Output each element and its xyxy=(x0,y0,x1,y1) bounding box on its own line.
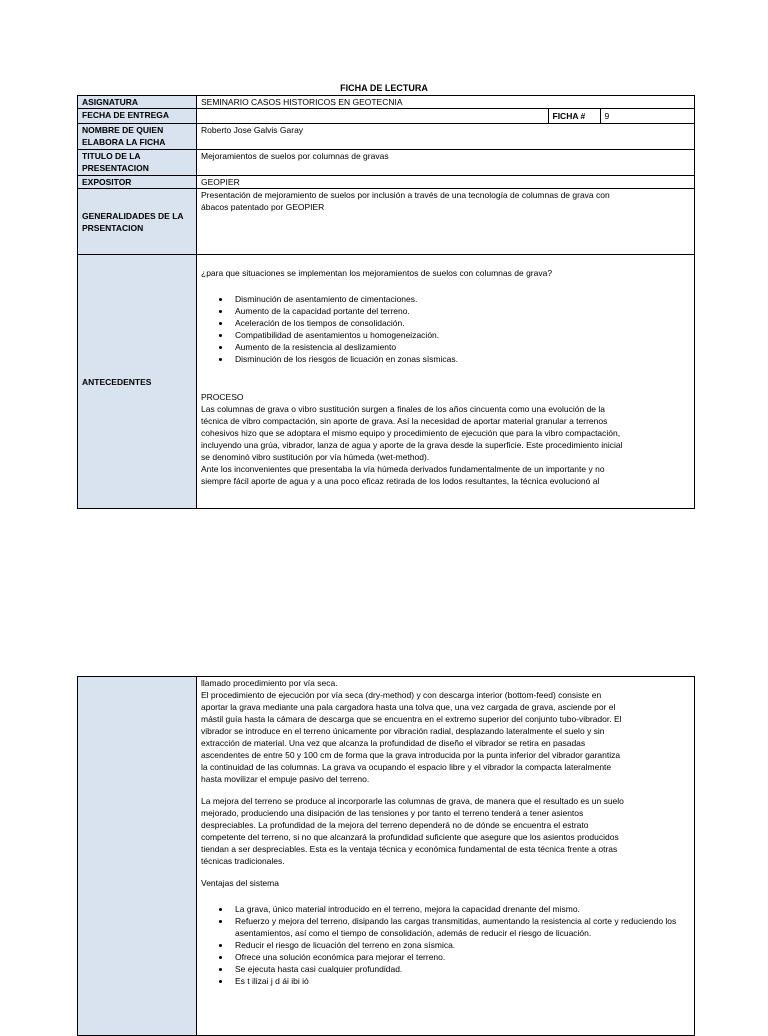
text-line: La mejora del terreno se produce al incorporarle las columnas de grava, de manera que el resultado es un suelo xyxy=(201,796,624,806)
ficha-value: 9 xyxy=(604,111,610,121)
list-item: • Compatibilidad de asentamientos u homogeneización. xyxy=(231,329,690,341)
proceso-heading: PROCESO xyxy=(201,392,244,402)
list-item: • Se ejecuta hasta casi cualquier profundidad. xyxy=(231,963,690,975)
expositor-label: EXPOSITOR xyxy=(78,176,197,189)
text-line: siempre fácil aporte de agua y a una poco eficaz retirada de los lodos resultantes, la técnica evolucionó al xyxy=(201,476,600,486)
text-line: llamado procedimiento por vía seca. xyxy=(201,678,338,688)
text-line: ascendentes de entre 50 y 100 cm de forma que la grava introducida por la punta inferior del vibrador garantiza xyxy=(201,750,621,760)
generalidades-line2: ábacos patentado por GEOPIER xyxy=(201,202,325,212)
page-title: FICHA DE LECTURA xyxy=(340,83,428,93)
antecedentes-label: ANTECEDENTES xyxy=(78,255,197,509)
text-line: mejorado, produciendo una disipación de las tensiones y por tanto el terreno tenderá a tener asientos xyxy=(201,808,584,818)
ficha-table xyxy=(77,95,695,509)
text-line: extracción de material. Una vez que alcanza la profundidad de diseño el vibrador se retira en pasadas xyxy=(201,738,586,748)
list-item: • Reducir el riesgo de licuación del terreno en zona sísmica. xyxy=(231,939,690,951)
fecha-label: FECHA DE ENTREGA xyxy=(78,109,197,124)
text-line: mástil guía hasta la cámara de descarga que se encuentra en el extremo superior del conjunto tubo-vibrador. El xyxy=(201,714,622,724)
nombre-label-line1: NOMBRE DE QUIEN xyxy=(82,125,164,135)
text-line: incluyendo una grúa, vibrador, lanza de agua y aporte de la grava desde la superficie. Este procedimiento inicial xyxy=(201,440,623,450)
antecedentes-question: ¿para que situaciones se implementan los mejoramientos de suelos con columnas de grava? xyxy=(201,268,553,278)
list-item: • Refuerzo y mejora del terreno, disipando las cargas transmitidas, aumentando la resistencia al corte y reduciendo los asentamientos, así como el tiempo de consolidación, además de reducir el riesgo de licuación. xyxy=(231,915,690,939)
text-line: técnicas tradicionales. xyxy=(201,856,285,866)
titulo-value: Mejoramientos de suelos por columnas de gravas xyxy=(197,150,695,176)
continuation-label-cell xyxy=(78,677,197,1036)
continuation-table xyxy=(77,676,695,1036)
titulo-label-line1: TITULO DE LA xyxy=(82,151,141,161)
titulo-label-line2: PRESENTACION xyxy=(82,163,149,173)
nombre-label xyxy=(78,124,197,150)
nombre-label-line2: ELABORA LA FICHA xyxy=(82,137,166,147)
text-line: vibrador se introduce en el terreno únicamente por vibración radial, desplazando lateralmente el suelo y sin xyxy=(201,726,605,736)
generalidades-value xyxy=(197,189,695,255)
list-item: • Es t ilizai j d ái ibi ió xyxy=(231,975,690,987)
text-line: Las columnas de grava o vibro sustitución surgen a finales de los años cincuenta como una evolución de la xyxy=(201,404,605,414)
continuation-value xyxy=(197,677,695,1036)
list-item: • Disminución de asentamiento de cimentaciones. xyxy=(231,293,690,305)
generalidades-line1: Presentación de mejoramiento de suelos por inclusión a través de una tecnología de columnas de grava con xyxy=(201,190,610,200)
text-line: se denominó vibro sustitución por vía húmeda (wet-method). xyxy=(201,452,430,462)
text-line: aportar la grava mediante una pala cargadora hasta una tolva que, una vez cargada de grava, asciende por el xyxy=(201,702,616,712)
fecha-value xyxy=(197,109,548,123)
antecedentes-value xyxy=(197,255,695,509)
text-line: tiendan a ser despreciables. Esta es la ventaja técnica y económica fundamental de esta técnica frente a otras xyxy=(201,844,618,854)
antecedentes-bullets xyxy=(201,293,690,365)
list-item: • Aceleración de los tiempos de consolidación. xyxy=(231,317,690,329)
ficha-label: FICHA # xyxy=(548,109,600,123)
titulo-label xyxy=(78,150,197,176)
expositor-value: GEOPIER xyxy=(197,176,695,189)
list-item: • Disminución de los riesgos de licuación en zonas sísmicas. xyxy=(231,353,690,365)
asignatura-label: ASIGNATURA xyxy=(78,96,197,109)
list-item: • Aumento de la capacidad portante del terreno. xyxy=(231,305,690,317)
text-line: cohesivos hizo que se adoptara el mismo equipo y procedimiento de ejecución que para la vibro compactación, xyxy=(201,428,621,438)
text-line: despreciables. La profundidad de la mejora del terreno dependerá no de dónde se encuentra el estrato xyxy=(201,820,589,830)
nombre-value: Roberto Jose Galvis Garay xyxy=(197,124,695,150)
list-item: • La grava, único material introducido en el terreno, mejora la capacidad drenante del mismo. xyxy=(231,903,690,915)
generalidades-label xyxy=(78,189,197,255)
text-line: hasta movilizar el empuje pasivo del terreno. xyxy=(201,774,370,784)
text-line: la continuidad de las columnas. La grava va ocupando el espacio libre y el vibrador la compacta lateralmente xyxy=(201,762,612,772)
generalidades-label-line1: GENERALIDADES DE LA xyxy=(82,210,184,221)
list-item: • Aumento de la resistencia al deslizamiento xyxy=(231,341,690,353)
text-line: técnica de vibro compactación, sin aporte de grava. Así la necesidad de aportar material granular a terrenos xyxy=(201,416,608,426)
list-item: • Ofrece una solución económica para mejorar el terreno. xyxy=(231,951,690,963)
ventajas-heading: Ventajas del sistema xyxy=(201,878,279,888)
text-line: Ante los inconvenientes que presentaba la vía húmeda derivados fundamentalmente de un importante y no xyxy=(201,464,605,474)
ventajas-bullets xyxy=(201,903,690,987)
text-line: El procedimiento de ejecución por vía seca (dry-method) y con descarga interior (bottom-feed) consiste en xyxy=(201,690,602,700)
generalidades-label-line2: PRSENTACION xyxy=(82,222,144,233)
fecha-row xyxy=(197,109,695,124)
text-line: competente del terreno, si no que alcanzará la profundidad suficiente que asegure que los asientos producidos xyxy=(201,832,619,842)
asignatura-value: SEMINARIO CASOS HISTORICOS EN GEOTECNIA xyxy=(197,96,695,109)
